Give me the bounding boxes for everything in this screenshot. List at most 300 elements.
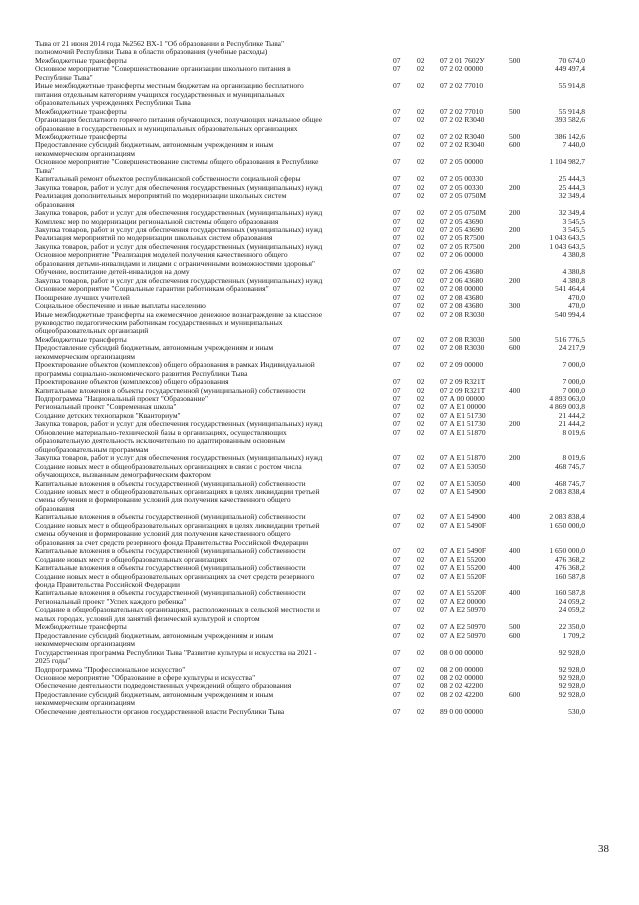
- row-subsection-code: 02: [417, 343, 425, 353]
- row-section-code: 07: [393, 250, 401, 260]
- row-amount: 25 444,3: [558, 182, 585, 192]
- row-description: Проектирование объектов (комплексов) общего образования: [35, 377, 229, 387]
- row-description: Создание новых мест в общеобразовательных организациях в связи с ростом числа обучающихся, вызванным демографическим фактором: [35, 461, 302, 480]
- row-description: Иные межбюджетные трансферты на ежемесячное денежное вознаграждение за классное руководство педагогическим работникам государственных и муниципальных общеобразовательных организаций: [35, 309, 323, 336]
- row-description: Основное мероприятие "Совершенствование системы общего образования в Республике Тыва": [35, 157, 319, 175]
- row-description: Основное мероприятие "Реализация моделей получения качественного общего образования детьми-инвалидами и лицами с ограниченными возможностями здоровья": [35, 250, 315, 268]
- row-subsection-code: 02: [417, 394, 425, 404]
- row-subsection-code: 02: [417, 275, 425, 285]
- row-section-code: 07: [393, 81, 401, 91]
- row-amount: 1 043 643,5: [549, 241, 585, 251]
- row-subsection-code: 02: [417, 157, 425, 167]
- row-target-article: 07 2 05 0750М: [440, 208, 487, 218]
- row-section-code: 07: [393, 241, 401, 251]
- row-amount: 2 083 838,4: [549, 512, 585, 522]
- row-section-code: 07: [393, 546, 401, 556]
- row-target-article: 07 2 05 00000: [440, 157, 484, 167]
- row-target-article: 07 2 06 00000: [440, 250, 484, 260]
- row-target-article: 07 2 05 0750М: [440, 191, 487, 201]
- row-section-code: 07: [393, 157, 401, 167]
- row-expense-type: 200: [509, 275, 521, 285]
- row-target-article: 07 А Е1 54900: [440, 512, 486, 522]
- row-expense-type: 400: [509, 512, 521, 522]
- row-amount: 470,0: [568, 301, 585, 311]
- row-section-code: 07: [393, 664, 401, 674]
- row-amount: 468 745,7: [555, 461, 585, 471]
- row-subsection-code: 02: [417, 377, 425, 387]
- row-target-article: 07 2 09 R321Т: [440, 377, 486, 387]
- row-description: Организация бесплатного горячего питания обучающихся, получающих начальное общее образование в государственных и муниципальных образовательных организациях: [35, 115, 323, 133]
- row-description: Предоставление субсидий бюджетным, автономным учреждениям и иным некоммерческим организациям: [35, 140, 274, 158]
- row-subsection-code: 02: [417, 250, 425, 260]
- table-row: [35, 311, 615, 336]
- row-expense-type: 500: [509, 622, 521, 632]
- row-target-article: 07 А Е1 5490F: [440, 546, 487, 556]
- table-row: [35, 463, 615, 480]
- row-amount: 4 893 063,0: [549, 394, 585, 404]
- row-expense-type: 200: [509, 241, 521, 251]
- row-subsection-code: 02: [417, 402, 425, 412]
- row-subsection-code: 02: [417, 647, 425, 657]
- row-section-code: 07: [393, 182, 401, 192]
- row-description: Закупка товаров, работ и услуг для обеспечения государственных (муниципальных) нужд: [35, 208, 323, 218]
- row-subsection-code: 02: [417, 131, 425, 141]
- row-subsection-code: 02: [417, 689, 425, 699]
- row-amount: 4 380,8: [562, 250, 585, 260]
- row-target-article: 07 А Е1 53050: [440, 478, 486, 488]
- row-amount: 24 059,2: [558, 596, 585, 606]
- row-section-code: 07: [393, 410, 401, 420]
- row-target-article: 07 А Е1 5520F: [440, 571, 487, 581]
- row-target-article: 07 А Е1 51870: [440, 453, 486, 463]
- row-section-code: 07: [393, 131, 401, 141]
- row-subsection-code: 02: [417, 512, 425, 522]
- row-subsection-code: 02: [417, 216, 425, 226]
- row-description: Межбюджетные трансферты: [35, 334, 127, 344]
- table-row: [35, 361, 615, 378]
- row-amount: 7 000,0: [562, 385, 585, 395]
- budget-table: [35, 40, 615, 716]
- row-section-code: 07: [393, 208, 401, 218]
- table-row: [35, 488, 615, 513]
- row-description: Подпрограмма "Национальный проект "Образование": [35, 394, 209, 404]
- row-amount: 1 650 000,0: [549, 546, 585, 556]
- row-amount: 4 380,8: [562, 275, 585, 285]
- row-target-article: 07 А Е1 00000: [440, 402, 486, 412]
- row-expense-type: 500: [509, 131, 521, 141]
- row-description: Капитальные вложения в объекты государственной (муниципальной) собственности: [35, 512, 306, 522]
- row-subsection-code: 02: [417, 81, 425, 91]
- row-section-code: 07: [393, 106, 401, 116]
- row-amount: 22 350,0: [558, 622, 585, 632]
- row-amount: 1 104 982,7: [549, 157, 585, 167]
- row-amount: 160 587,8: [555, 588, 585, 598]
- row-section-code: 07: [393, 563, 401, 573]
- table-row: [35, 344, 615, 361]
- row-section-code: 07: [393, 394, 401, 404]
- row-description: Подпрограмма "Профессиональное искусство": [35, 664, 186, 674]
- row-expense-type: 200: [509, 182, 521, 192]
- row-description: Создание новых мест в общеобразовательных организациях за счет средств резервного фонда Правительства Российской Федерации: [35, 571, 315, 589]
- row-description: Поощрение лучших учителей: [35, 292, 130, 302]
- row-target-article: 07 2 02 77010: [440, 106, 484, 116]
- row-target-article: 07 А Е1 51730: [440, 410, 486, 420]
- row-description: Основное мероприятие "Совершенствование организации школьного питания в Республике Тыва": [35, 64, 291, 82]
- row-description: Создание новых мест в общеобразовательных организациях в целях ликвидации третьей смены обучения и формирование условий для получения качественного общего образования за счет средств резервного фонда Правительства Российской Федерации: [35, 520, 320, 547]
- row-section-code: 07: [393, 596, 401, 606]
- row-target-article: 07 А Е1 54900: [440, 487, 486, 497]
- row-target-article: 08 2 02 42200: [440, 681, 484, 691]
- table-row: [35, 649, 615, 666]
- row-section-code: 07: [393, 284, 401, 294]
- row-section-code: 07: [393, 216, 401, 226]
- row-description: Закупка товаров, работ и услуг для обеспечения государственных (муниципальных) нужд: [35, 419, 323, 429]
- row-target-article: 07 2 09 R321Т: [440, 385, 486, 395]
- row-amount: 24 059,2: [558, 605, 585, 615]
- row-expense-type: 600: [509, 689, 521, 699]
- row-subsection-code: 02: [417, 427, 425, 437]
- table-row: [35, 429, 615, 454]
- row-amount: 1 650 000,0: [549, 520, 585, 530]
- table-row: [35, 141, 615, 158]
- row-target-article: 07 2 02 77010: [440, 81, 484, 91]
- row-target-article: 07 А Е2 50970: [440, 630, 486, 640]
- row-section-code: 07: [393, 681, 401, 691]
- row-target-article: 07 2 02 00000: [440, 64, 484, 74]
- row-amount: 516 776,5: [555, 334, 585, 344]
- row-target-article: 07 А Е2 50970: [440, 605, 486, 615]
- row-subsection-code: 02: [417, 571, 425, 581]
- row-section-code: 07: [393, 55, 401, 65]
- row-expense-type: 500: [509, 55, 521, 65]
- row-section-code: 07: [393, 174, 401, 184]
- row-subsection-code: 02: [417, 622, 425, 632]
- row-description: Обеспечение деятельности органов государственной власти Республики Тыва: [35, 706, 285, 716]
- row-target-article: 07 А Е1 5520F: [440, 588, 487, 598]
- row-expense-type: 200: [509, 208, 521, 218]
- row-description: Обучение, воспитание детей-инвалидов на дому: [35, 267, 190, 277]
- row-target-article: 07 2 06 43680: [440, 267, 484, 277]
- row-target-article: 07 А Е1 53050: [440, 461, 486, 471]
- row-subsection-code: 02: [417, 630, 425, 640]
- table-row: [35, 522, 615, 547]
- row-section-code: 07: [393, 402, 401, 412]
- row-subsection-code: 02: [417, 182, 425, 192]
- row-description: Предоставление субсидий бюджетным, автономным учреждениям и иным некоммерческим организациям: [35, 630, 274, 649]
- row-section-code: 07: [393, 191, 401, 201]
- row-target-article: 08 2 02 42200: [440, 689, 484, 699]
- row-amount: 1 043 643,5: [549, 233, 585, 243]
- row-target-article: 08 0 00 00000: [440, 647, 484, 657]
- row-section-code: 07: [393, 478, 401, 488]
- row-description: Основное мероприятие "Социальные гарантии работникам образования": [35, 284, 269, 294]
- row-description: Создание новых мест в общеобразовательных организациях: [35, 554, 228, 564]
- row-description: Закупка товаров, работ и услуг для обеспечения государственных (муниципальных) нужд: [35, 182, 323, 192]
- row-description: Региональный проект "Современная школа": [35, 402, 177, 412]
- row-expense-type: 400: [509, 385, 521, 395]
- row-amount: 92 928,0: [558, 681, 585, 691]
- row-amount: 92 928,0: [558, 672, 585, 682]
- row-section-code: 07: [393, 64, 401, 74]
- row-amount: 32 349,4: [558, 208, 585, 218]
- table-row: [35, 691, 615, 708]
- row-amount: 476 368,2: [555, 563, 585, 573]
- row-section-code: 07: [393, 377, 401, 387]
- row-subsection-code: 02: [417, 115, 425, 125]
- row-description: Закупка товаров, работ и услуг для обеспечения государственных (муниципальных) нужд: [35, 224, 323, 234]
- row-amount: 470,0: [568, 292, 585, 302]
- row-target-article: 07 2 08 R3030: [440, 334, 485, 344]
- row-description: Проектирование объектов (комплексов) общего образования в рамках Индивидуальной программы социально-экономического развития Республики Тыва: [35, 360, 315, 378]
- row-amount: 540 994,4: [555, 309, 585, 319]
- row-amount: 8 019,6: [562, 453, 585, 463]
- row-description: Комплекс мер по модернизации региональной системы общего образования: [35, 216, 279, 226]
- row-subsection-code: 02: [417, 106, 425, 116]
- row-subsection-code: 02: [417, 267, 425, 277]
- row-target-article: 07 2 05 43690: [440, 224, 484, 234]
- row-expense-type: 400: [509, 546, 521, 556]
- row-section-code: 07: [393, 115, 401, 125]
- row-expense-type: 600: [509, 630, 521, 640]
- row-subsection-code: 02: [417, 546, 425, 556]
- row-section-code: 07: [393, 520, 401, 530]
- row-amount: 21 444,2: [558, 419, 585, 429]
- row-subsection-code: 02: [417, 334, 425, 344]
- row-section-code: 07: [393, 588, 401, 598]
- row-section-code: 07: [393, 275, 401, 285]
- table-row: [35, 116, 615, 133]
- row-description: Реализация дополнительных мероприятий по модернизации школьных систем образования: [35, 191, 287, 209]
- row-description: Государственная программа Республики Тыва "Развитие культуры и искусства на 2021 - 2025 годы": [35, 647, 317, 666]
- row-description: Создание детских технопарков "Кванториум": [35, 410, 181, 420]
- table-row: [35, 573, 615, 590]
- row-target-article: 07 2 08 R3030: [440, 309, 485, 319]
- row-amount: 8 019,6: [562, 427, 585, 437]
- row-expense-type: 600: [509, 140, 521, 150]
- row-amount: 2 083 838,4: [549, 487, 585, 497]
- row-description: Капитальные вложения в объекты государственной (муниципальной) собственности: [35, 385, 306, 395]
- row-section-code: 07: [393, 605, 401, 615]
- row-amount: 55 914,8: [558, 81, 585, 91]
- row-section-code: 07: [393, 385, 401, 395]
- row-subsection-code: 02: [417, 241, 425, 251]
- row-target-article: 07 А Е1 55200: [440, 554, 486, 564]
- row-description: Капитальные вложения в объекты государственной (муниципальной) собственности: [35, 546, 306, 556]
- table-row: [35, 158, 615, 175]
- row-section-code: 07: [393, 140, 401, 150]
- table-row: [35, 65, 615, 82]
- row-amount: 449 497,4: [555, 64, 585, 74]
- row-subsection-code: 02: [417, 284, 425, 294]
- row-target-article: 07 А 00 00000: [440, 394, 485, 404]
- row-description: Капитальные вложения в объекты государственной (муниципальной) собственности: [35, 588, 306, 598]
- row-target-article: 07 2 05 R7500: [440, 233, 485, 243]
- row-description: Создание новых мест в общеобразовательных организациях в целях ликвидации третьей смены обучения и формирование условий для получения качественного общего образования: [35, 487, 320, 513]
- row-amount: 24 217,9: [558, 343, 585, 353]
- row-description: Региональный проект "Успех каждого ребенка": [35, 596, 187, 606]
- row-section-code: 07: [393, 461, 401, 471]
- row-description: Реализация мероприятий по модернизации школьных систем образования: [35, 233, 273, 243]
- table-row: [35, 632, 615, 649]
- page-number: 38: [598, 843, 609, 855]
- row-description: Предоставление субсидий бюджетным, автономным учреждениям и иным некоммерческим организациям: [35, 343, 274, 361]
- row-description: Капитальные вложения в объекты государственной (муниципальной) собственности: [35, 563, 306, 573]
- row-description: Предоставление субсидий бюджетным, автономным учреждениям и иным некоммерческим организациям: [35, 689, 274, 708]
- row-target-article: 07 2 08 00000: [440, 284, 484, 294]
- row-subsection-code: 02: [417, 563, 425, 573]
- row-subsection-code: 02: [417, 140, 425, 150]
- row-section-code: 07: [393, 419, 401, 429]
- row-expense-type: 500: [509, 106, 521, 116]
- row-target-article: 07 А Е1 55200: [440, 563, 486, 573]
- row-target-article: 07 А Е1 51730: [440, 419, 486, 429]
- row-target-article: 89 0 00 00000: [440, 706, 484, 716]
- row-section-code: 07: [393, 571, 401, 581]
- row-amount: 25 444,3: [558, 174, 585, 184]
- table-row: [35, 40, 615, 57]
- row-subsection-code: 02: [417, 301, 425, 311]
- row-subsection-code: 02: [417, 487, 425, 497]
- row-target-article: 07 2 05 43690: [440, 216, 484, 226]
- row-target-article: 07 А Е1 51870: [440, 427, 486, 437]
- row-description: Обеспечение деятельности подведомственных учреждений общего образования: [35, 681, 292, 691]
- row-description: Межбюджетные трансферты: [35, 55, 127, 65]
- row-subsection-code: 02: [417, 672, 425, 682]
- row-description: Основное мероприятие "Образование в сфере культуры и искусства": [35, 672, 256, 682]
- row-subsection-code: 02: [417, 520, 425, 530]
- row-target-article: 08 2 00 00000: [440, 664, 484, 674]
- row-subsection-code: 02: [417, 55, 425, 65]
- row-expense-type: 400: [509, 563, 521, 573]
- row-description: Межбюджетные трансферты: [35, 131, 127, 141]
- row-amount: 55 914,8: [558, 106, 585, 116]
- row-amount: 7 440,0: [562, 140, 585, 150]
- row-target-article: 07 2 02 R3040: [440, 131, 485, 141]
- row-expense-type: 500: [509, 334, 521, 344]
- row-amount: 386 142,6: [555, 131, 585, 141]
- row-amount: 1 709,2: [562, 630, 585, 640]
- row-subsection-code: 02: [417, 224, 425, 234]
- row-section-code: 07: [393, 487, 401, 497]
- row-amount: 3 545,5: [562, 216, 585, 226]
- row-target-article: 08 2 02 00000: [440, 672, 484, 682]
- row-amount: 393 582,6: [555, 115, 585, 125]
- row-target-article: 07 А Е2 50970: [440, 622, 486, 632]
- row-target-article: 07 А Е1 5490F: [440, 520, 487, 530]
- row-subsection-code: 02: [417, 174, 425, 184]
- row-target-article: 07 2 05 R7500: [440, 241, 485, 251]
- row-section-code: 07: [393, 233, 401, 243]
- row-section-code: 07: [393, 622, 401, 632]
- row-subsection-code: 02: [417, 191, 425, 201]
- row-subsection-code: 02: [417, 385, 425, 395]
- row-expense-type: 200: [509, 224, 521, 234]
- row-amount: 4 869 003,8: [549, 402, 585, 412]
- row-section-code: 07: [393, 453, 401, 463]
- row-section-code: 07: [393, 427, 401, 437]
- row-description: Межбюджетные трансферты: [35, 622, 127, 632]
- row-subsection-code: 02: [417, 664, 425, 674]
- row-expense-type: 400: [509, 478, 521, 488]
- row-subsection-code: 02: [417, 292, 425, 302]
- row-section-code: 07: [393, 343, 401, 353]
- row-target-article: 07 2 06 43680: [440, 275, 484, 285]
- row-amount: 7 000,0: [562, 377, 585, 387]
- row-target-article: 07 2 09 00000: [440, 360, 484, 370]
- row-description: Капитальные вложения в объекты государственной (муниципальной) собственности: [35, 478, 306, 488]
- row-subsection-code: 02: [417, 360, 425, 370]
- row-amount: 32 349,4: [558, 191, 585, 201]
- table-row: [35, 82, 615, 107]
- row-description: Социальное обеспечение и иные выплаты населению: [35, 301, 206, 311]
- row-target-article: 07 2 08 43680: [440, 301, 484, 311]
- row-description: Иные межбюджетные трансферты местным бюджетам на организацию бесплатного питания отдельным категориям учащихся государственных и муниципальных образовательных учреждениях Республики Тыва: [35, 81, 304, 108]
- row-subsection-code: 02: [417, 208, 425, 218]
- row-subsection-code: 02: [417, 596, 425, 606]
- row-section-code: 07: [393, 334, 401, 344]
- row-amount: 92 928,0: [558, 647, 585, 657]
- row-target-article: 07 2 02 R3040: [440, 140, 485, 150]
- row-section-code: 07: [393, 647, 401, 657]
- row-section-code: 07: [393, 512, 401, 522]
- row-target-article: 07 2 01 7602У: [440, 55, 485, 65]
- row-section-code: 07: [393, 267, 401, 277]
- row-target-article: 07 2 05 00330: [440, 182, 484, 192]
- row-description: Тыва от 21 июня 2014 года №2562 ВХ-1 "Об образовании в Республике Тыва" полномочий Республики Тыва в области образования (учебные расходы): [35, 39, 285, 57]
- row-description: Закупка товаров, работ и услуг для обеспечения государственных (муниципальных) нужд: [35, 453, 323, 463]
- row-subsection-code: 02: [417, 64, 425, 74]
- row-subsection-code: 02: [417, 309, 425, 319]
- row-description: Закупка товаров, работ и услуг для обеспечения государственных (муниципальных) нужд: [35, 241, 323, 251]
- row-target-article: 07 2 08 43680: [440, 292, 484, 302]
- row-amount: 7 000,0: [562, 360, 585, 370]
- row-amount: 21 444,2: [558, 410, 585, 420]
- row-subsection-code: 02: [417, 410, 425, 420]
- row-section-code: 07: [393, 292, 401, 302]
- row-subsection-code: 02: [417, 461, 425, 471]
- row-section-code: 07: [393, 309, 401, 319]
- row-amount: 92 928,0: [558, 689, 585, 699]
- row-expense-type: 400: [509, 588, 521, 598]
- row-expense-type: 600: [509, 343, 521, 353]
- row-expense-type: 200: [509, 453, 521, 463]
- row-amount: 3 545,5: [562, 224, 585, 234]
- row-amount: 70 674,0: [558, 55, 585, 65]
- row-subsection-code: 02: [417, 681, 425, 691]
- row-amount: 468 745,7: [555, 478, 585, 488]
- row-amount: 541 464,4: [555, 284, 585, 294]
- row-description: Создание в общеобразовательных организациях, расположенных в сельской местности и малых городах, условий для занятий физической культурой и спортом: [35, 605, 320, 623]
- row-subsection-code: 02: [417, 706, 425, 716]
- row-expense-type: 200: [509, 419, 521, 429]
- table-row: [35, 192, 615, 209]
- row-amount: 476 368,2: [555, 554, 585, 564]
- row-expense-type: 300: [509, 301, 521, 311]
- row-subsection-code: 02: [417, 233, 425, 243]
- row-section-code: 07: [393, 672, 401, 682]
- row-amount: 92 928,0: [558, 664, 585, 674]
- row-section-code: 07: [393, 301, 401, 311]
- row-section-code: 07: [393, 224, 401, 234]
- row-section-code: 07: [393, 706, 401, 716]
- row-amount: 4 380,8: [562, 267, 585, 277]
- row-section-code: 07: [393, 554, 401, 564]
- row-section-code: 07: [393, 689, 401, 699]
- table-row: [35, 251, 615, 268]
- row-subsection-code: 02: [417, 605, 425, 615]
- row-amount: 530,0: [568, 706, 585, 716]
- row-subsection-code: 02: [417, 588, 425, 598]
